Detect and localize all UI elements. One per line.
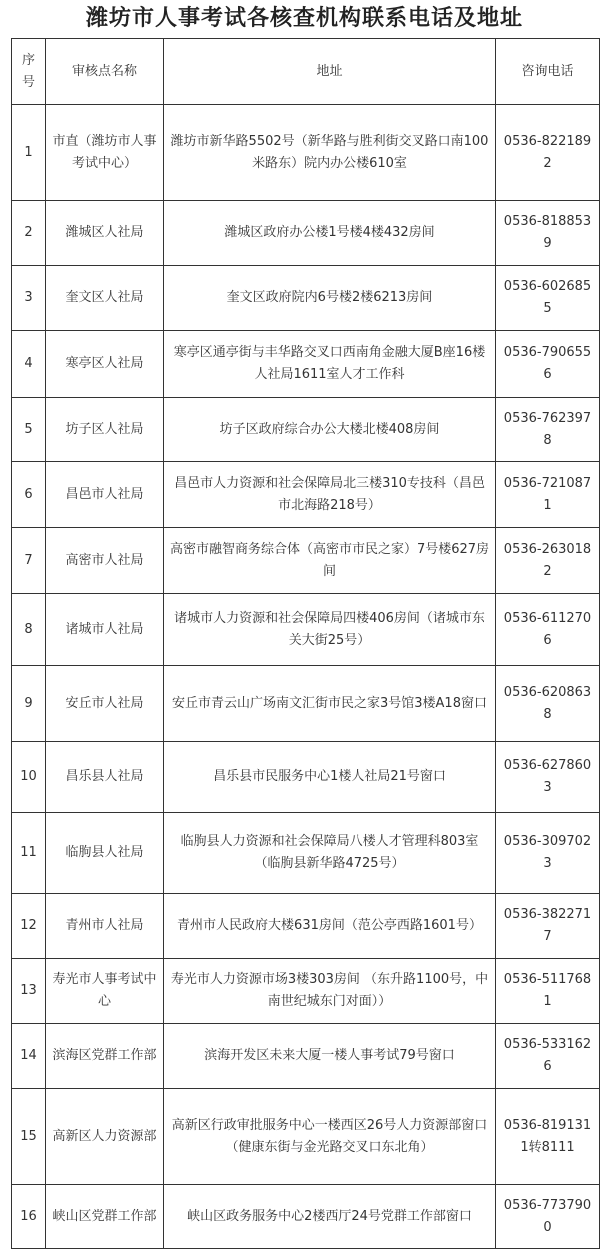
header-address: 地址 (164, 39, 496, 105)
table-row (12, 1185, 600, 1249)
cell-no: 5 (12, 398, 46, 462)
table-row (12, 105, 600, 201)
cell-no: 16 (12, 1185, 46, 1249)
cell-phone: 0536-7623978 (496, 398, 600, 462)
header-phone: 咨询电话 (496, 39, 600, 105)
cell-no: 6 (12, 462, 46, 528)
table-row (12, 398, 600, 462)
cell-phone: 0536-5117681 (496, 959, 600, 1024)
cell-address: 潍坊市新华路5502号（新华路与胜利街交叉路口南100米路东）院内办公楼610室 (164, 105, 496, 201)
header-no: 序号 (12, 39, 46, 105)
cell-phone: 0536-7210871 (496, 462, 600, 528)
cell-no: 4 (12, 331, 46, 398)
table-row (12, 331, 600, 398)
cell-name: 诸城市人社局 (46, 594, 164, 666)
contact-table (11, 38, 600, 1249)
cell-phone: 0536-8191311转8111 (496, 1089, 600, 1185)
cell-no: 1 (12, 105, 46, 201)
cell-no: 10 (12, 742, 46, 813)
cell-name: 昌乐县人社局 (46, 742, 164, 813)
cell-name: 临朐县人社局 (46, 813, 164, 894)
cell-address: 安丘市青云山广场南文汇街市民之家3号馆3楼A18窗口 (164, 666, 496, 742)
cell-address: 青州市人民政府大楼631房间（范公亭西路1601号） (164, 894, 496, 959)
cell-address: 峡山区政务服务中心2楼西厅24号党群工作部窗口 (164, 1185, 496, 1249)
cell-address: 临朐县人力资源和社会保障局八楼人才管理科803室（临朐县新华路4725号） (164, 813, 496, 894)
table-row (12, 594, 600, 666)
table-row (12, 528, 600, 594)
cell-name: 寒亭区人社局 (46, 331, 164, 398)
table-row (12, 1024, 600, 1089)
header-row (12, 39, 600, 105)
cell-address: 滨海开发区未来大厦一楼人事考试79号窗口 (164, 1024, 496, 1089)
cell-no: 2 (12, 201, 46, 266)
cell-phone: 0536-6026855 (496, 266, 600, 331)
cell-address: 昌邑市人力资源和社会保障局北三楼310专技科（昌邑市北海路218号） (164, 462, 496, 528)
cell-no: 3 (12, 266, 46, 331)
table-row (12, 1089, 600, 1185)
cell-phone: 0536-6278603 (496, 742, 600, 813)
page-title: 潍坊市人事考试各核查机构联系电话及地址 (85, 6, 523, 31)
cell-address: 奎文区政府院内6号楼2楼6213房间 (164, 266, 496, 331)
cell-address: 寿光市人力资源市场3楼303房间 （东升路1100号，中南世纪城东门对面）） (164, 959, 496, 1024)
cell-name: 坊子区人社局 (46, 398, 164, 462)
cell-name: 市直（潍坊市人事考试中心） (46, 105, 164, 201)
cell-phone: 0536-8188539 (496, 201, 600, 266)
cell-phone: 0536-6112706 (496, 594, 600, 666)
cell-address: 昌乐县市民服务中心1楼人社局21号窗口 (164, 742, 496, 813)
cell-phone: 0536-6208638 (496, 666, 600, 742)
cell-name: 昌邑市人社局 (46, 462, 164, 528)
cell-no: 9 (12, 666, 46, 742)
cell-no: 15 (12, 1089, 46, 1185)
cell-address: 坊子区政府综合办公大楼北楼408房间 (164, 398, 496, 462)
header-name: 审核点名称 (46, 39, 164, 105)
cell-address: 诸城市人力资源和社会保障局四楼406房间（诸城市东关大街25号） (164, 594, 496, 666)
cell-name: 潍城区人社局 (46, 201, 164, 266)
cell-no: 8 (12, 594, 46, 666)
cell-name: 安丘市人社局 (46, 666, 164, 742)
cell-phone: 0536-7737900 (496, 1185, 600, 1249)
table-row (12, 462, 600, 528)
cell-address: 寒亭区通亭街与丰华路交叉口西南角金融大厦B座16楼人社局1611室人才工作科 (164, 331, 496, 398)
cell-name: 滨海区党群工作部 (46, 1024, 164, 1089)
table-row (12, 959, 600, 1024)
cell-name: 青州市人社局 (46, 894, 164, 959)
cell-no: 13 (12, 959, 46, 1024)
cell-name: 奎文区人社局 (46, 266, 164, 331)
cell-name: 峡山区党群工作部 (46, 1185, 164, 1249)
cell-name: 高密市人社局 (46, 528, 164, 594)
cell-no: 14 (12, 1024, 46, 1089)
table-row (12, 813, 600, 894)
cell-phone: 0536-3822717 (496, 894, 600, 959)
cell-address: 潍城区政府办公楼1号楼4楼432房间 (164, 201, 496, 266)
cell-no: 7 (12, 528, 46, 594)
cell-phone: 0536-8221892 (496, 105, 600, 201)
table-row (12, 742, 600, 813)
cell-name: 寿光市人事考试中心 (46, 959, 164, 1024)
cell-phone: 0536-2630182 (496, 528, 600, 594)
cell-no: 11 (12, 813, 46, 894)
cell-phone: 0536-5331626 (496, 1024, 600, 1089)
cell-address: 高密市融智商务综合体（高密市市民之家）7号楼627房间 (164, 528, 496, 594)
cell-address: 高新区行政审批服务中心一楼西区26号人力资源部窗口（健康东街与金光路交叉口东北角） (164, 1089, 496, 1185)
cell-phone: 0536-3097023 (496, 813, 600, 894)
cell-phone: 0536-7906556 (496, 331, 600, 398)
table-row (12, 266, 600, 331)
table-row (12, 666, 600, 742)
cell-no: 12 (12, 894, 46, 959)
table-row (12, 201, 600, 266)
table-row (12, 894, 600, 959)
cell-name: 高新区人力资源部 (46, 1089, 164, 1185)
